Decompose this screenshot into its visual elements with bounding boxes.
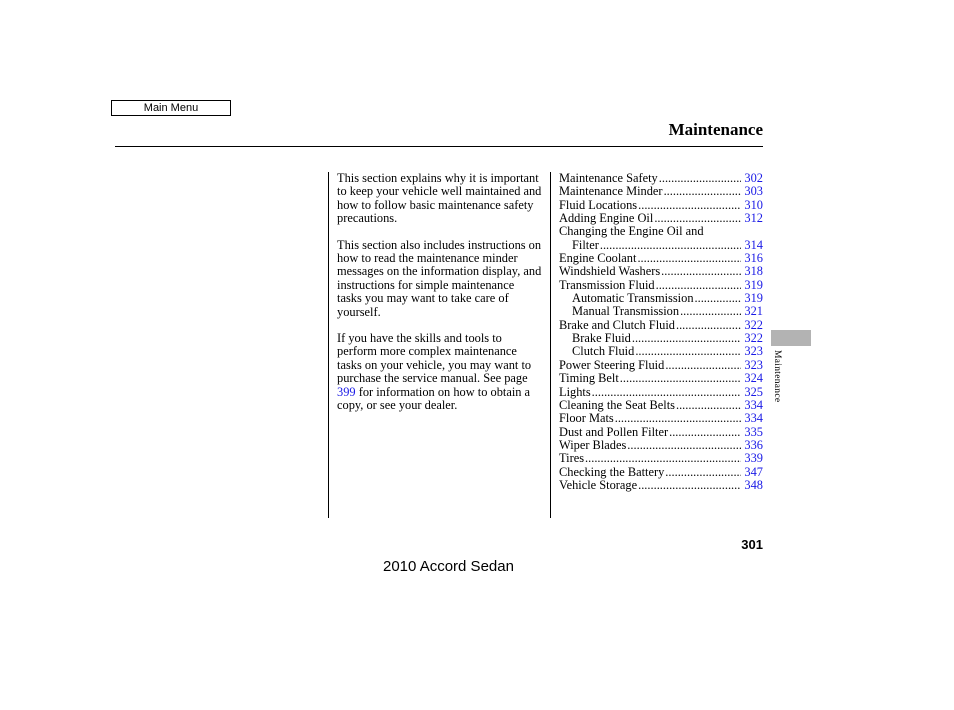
toc-label: Fluid Locations	[559, 197, 638, 212]
toc-leader	[632, 332, 742, 345]
toc-leader	[676, 319, 741, 332]
toc-item-filter[interactable]	[559, 239, 763, 252]
toc-label: Changing the Engine Oil and	[559, 224, 704, 239]
toc-page-link[interactable]: 319	[744, 277, 763, 292]
toc-item-changing-engine-oil[interactable]	[559, 225, 763, 238]
footer-model: 2010 Accord Sedan	[383, 558, 514, 575]
section-tab-label: Maintenance	[772, 350, 782, 403]
toc-label: Checking the Battery	[559, 464, 665, 479]
toc-leader	[669, 426, 741, 439]
toc-item-brake-clutch-fluid[interactable]	[559, 319, 763, 332]
toc-leader	[676, 399, 741, 412]
intro-paragraph-2: This section also includes instructions on how to read the maintenance minder messages on the information display, and instructions for simple maintenance tasks you may want to take care of yourself.	[337, 237, 542, 319]
toc-item-wiper-blades[interactable]	[559, 439, 763, 452]
toc-label: Automatic Transmission	[572, 291, 694, 306]
toc-leader	[638, 199, 741, 212]
toc-leader	[659, 172, 742, 185]
toc-item-engine-coolant[interactable]	[559, 252, 763, 265]
intro-paragraph-3-end: for information on how to obtain a copy, or see your dealer.	[337, 384, 531, 413]
toc-page-link[interactable]: 319	[744, 291, 763, 306]
intro-text	[337, 172, 542, 426]
page-number: 301	[741, 537, 763, 552]
column-divider-middle	[550, 172, 551, 518]
toc-page-link[interactable]: 323	[744, 357, 763, 372]
toc-item-dust-pollen-filter[interactable]	[559, 426, 763, 439]
toc-item-floor-mats[interactable]	[559, 412, 763, 425]
toc-label: Brake Fluid	[572, 331, 631, 346]
toc-leader	[600, 239, 742, 252]
toc-label: Power Steering Fluid	[559, 357, 665, 372]
toc-leader	[664, 185, 742, 198]
toc-item-manual-transmission[interactable]	[559, 305, 763, 318]
toc-item-windshield-washers[interactable]	[559, 265, 763, 278]
toc-page-link[interactable]: 302	[744, 171, 763, 185]
intro-paragraph-3-start: If you have the skills and tools to perform more complex maintenance tasks on your vehicle, you may want to purchase the service manual. See page	[337, 331, 532, 386]
toc-page-link[interactable]: 334	[744, 397, 763, 412]
toc-page-link[interactable]: 347	[744, 464, 763, 479]
toc-page-link[interactable]: 348	[744, 477, 763, 492]
service-manual-page-link[interactable]: 399	[337, 384, 356, 399]
toc-item-checking-battery[interactable]	[559, 466, 763, 479]
toc-label: Maintenance Safety	[559, 171, 658, 185]
toc-item-transmission-fluid[interactable]	[559, 279, 763, 292]
toc-page-link[interactable]: 310	[744, 197, 763, 212]
toc-leader	[665, 466, 741, 479]
header-rule	[115, 146, 763, 147]
column-divider-left	[328, 172, 329, 518]
toc-page-link[interactable]: 339	[744, 451, 763, 466]
toc-leader	[585, 452, 741, 465]
page-title: Maintenance	[668, 120, 763, 139]
toc-label: Adding Engine Oil	[559, 211, 654, 226]
toc-item-lights[interactable]	[559, 386, 763, 399]
toc-leader	[635, 345, 741, 358]
toc-leader	[637, 252, 741, 265]
toc-leader	[627, 439, 741, 452]
toc-label: Tires	[559, 451, 585, 466]
toc-leader	[620, 372, 742, 385]
toc-page-link[interactable]: 322	[744, 317, 763, 332]
toc-leader	[661, 265, 741, 278]
toc-label: Engine Coolant	[559, 251, 637, 266]
toc-page-link[interactable]: 325	[744, 384, 763, 399]
toc-label: Dust and Pollen Filter	[559, 424, 669, 439]
toc-leader	[656, 279, 742, 292]
toc-item-fluid-locations[interactable]	[559, 199, 763, 212]
toc-item-timing-belt[interactable]	[559, 372, 763, 385]
toc-page-link[interactable]: 334	[744, 411, 763, 426]
toc-page-link[interactable]: 318	[744, 264, 763, 279]
toc-page-link[interactable]: 336	[744, 437, 763, 452]
toc-leader	[654, 212, 741, 225]
toc-item-cleaning-seat-belts[interactable]	[559, 399, 763, 412]
toc-label: Wiper Blades	[559, 437, 627, 452]
table-of-contents	[559, 172, 763, 492]
toc-label: Clutch Fluid	[572, 344, 635, 359]
toc-leader	[592, 386, 742, 399]
toc-leader	[680, 305, 741, 318]
toc-page-link[interactable]: 323	[744, 344, 763, 359]
toc-label: Maintenance Minder	[559, 184, 663, 199]
toc-item-tires[interactable]	[559, 452, 763, 465]
toc-page-link[interactable]: 335	[744, 424, 763, 439]
toc-label: Manual Transmission	[572, 304, 680, 319]
section-tab	[771, 330, 811, 346]
toc-item-maintenance-safety[interactable]	[559, 172, 763, 185]
toc-item-vehicle-storage[interactable]	[559, 479, 763, 492]
toc-page-link[interactable]: 321	[744, 304, 763, 319]
intro-paragraph-1: This section explains why it is important to keep your vehicle well maintained and how to follow basic maintenance safety precautions.	[337, 171, 542, 226]
toc-label: Lights	[559, 384, 591, 399]
toc-item-clutch-fluid[interactable]	[559, 345, 763, 358]
toc-page-link[interactable]: 314	[744, 237, 763, 252]
toc-label: Transmission Fluid	[559, 277, 655, 292]
toc-label: Windshield Washers	[559, 264, 661, 279]
toc-item-maintenance-minder[interactable]	[559, 185, 763, 198]
toc-label: Floor Mats	[559, 411, 614, 426]
toc-item-power-steering-fluid[interactable]	[559, 359, 763, 372]
toc-label: Cleaning the Seat Belts	[559, 397, 675, 412]
toc-item-adding-engine-oil[interactable]	[559, 212, 763, 225]
intro-paragraph-3	[337, 332, 542, 412]
toc-label: Filter	[572, 237, 599, 252]
toc-page-link[interactable]: 312	[744, 211, 763, 226]
toc-page-link[interactable]: 322	[744, 331, 763, 346]
toc-leader	[665, 359, 741, 372]
toc-label: Vehicle Storage	[559, 477, 638, 492]
main-menu-button[interactable]: Main Menu	[111, 100, 231, 116]
toc-leader	[615, 412, 742, 425]
toc-item-brake-fluid[interactable]	[559, 332, 763, 345]
toc-item-automatic-transmission[interactable]	[559, 292, 763, 305]
toc-leader	[695, 292, 742, 305]
toc-label: Brake and Clutch Fluid	[559, 317, 675, 332]
toc-page-link[interactable]: 324	[744, 371, 763, 386]
toc-label: Timing Belt	[559, 371, 619, 386]
toc-page-link[interactable]: 303	[744, 184, 763, 199]
toc-page-link[interactable]: 316	[744, 251, 763, 266]
toc-leader	[638, 479, 741, 492]
